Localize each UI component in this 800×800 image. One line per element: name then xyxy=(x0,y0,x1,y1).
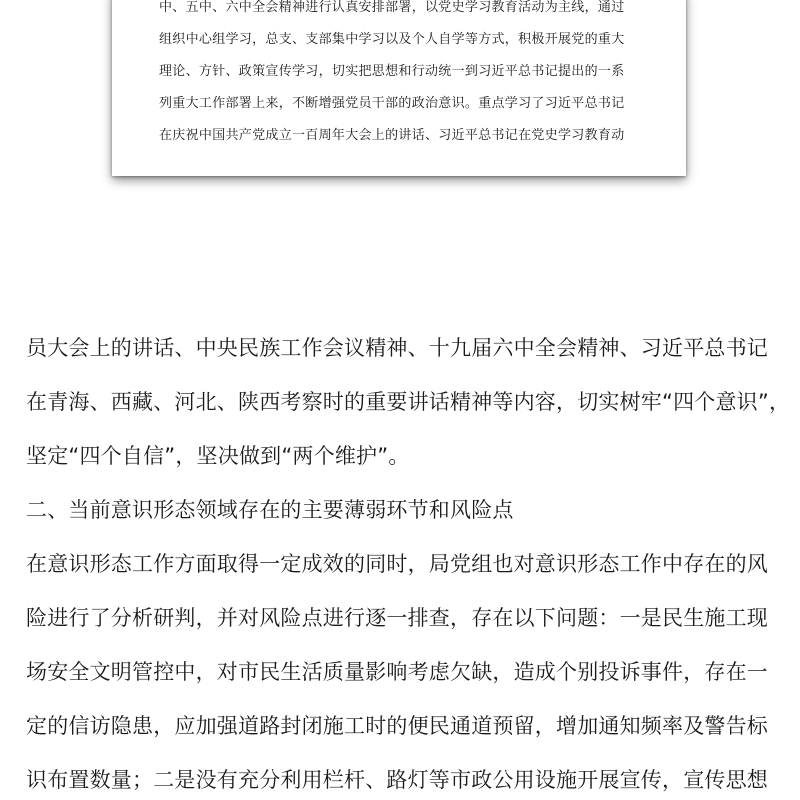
body-line: 在意识形态工作方面取得一定成效的同时，局党组也对意识形态工作中存在的风 xyxy=(26,552,768,576)
preview-card xyxy=(112,0,686,176)
body-line: 坚定“四个自信”，坚决做到“两个维护”。 xyxy=(26,444,410,468)
preview-line: 中、五中、六中全会精神进行认真安排部署，以党史学习教育活动为主线，通过 xyxy=(159,0,625,15)
body-line: 场安全文明管控中，对市民生活质量影响考虑欠缺，造成个别投诉事件，存在一 xyxy=(26,660,768,684)
section-heading: 二、当前意识形态领域存在的主要薄弱环节和风险点 xyxy=(26,498,514,522)
body-line: 在青海、西藏、河北、陕西考察时的重要讲话精神等内容，切实树牢“四个意识”， xyxy=(26,390,791,414)
body-line: 识布置数量；二是没有充分利用栏杆、路灯等市政公用设施开展宣传，宣传思想 xyxy=(26,768,768,792)
body-line: 定的信访隐患，应加强道路封闭施工时的便民通道预留，增加通知频率及警告标 xyxy=(26,714,768,738)
body-text-block xyxy=(26,331,791,800)
body-line: 员大会上的讲话、中央民族工作会议精神、十九届六中全会精神、习近平总书记 xyxy=(26,336,768,360)
body-line: 险进行了分析研判，并对风险点进行逐一排查，存在以下问题：一是民生施工现 xyxy=(26,606,768,630)
preview-line: 列重大工作部署上来，不断增强党员干部的政治意识。重点学习了习近平总书记 xyxy=(159,96,625,111)
preview-text-block xyxy=(159,0,659,160)
preview-line: 组织中心组学习，总支、支部集中学习以及个人自学等方式，积极开展党的重大 xyxy=(159,32,625,47)
preview-line: 在庆祝中国共产党成立一百周年大会上的讲话、习近平总书记在党史学习教育动 xyxy=(159,128,625,143)
preview-line: 理论、方针、政策宣传学习，切实把思想和行动统一到习近平总书记提出的一系 xyxy=(159,64,625,79)
